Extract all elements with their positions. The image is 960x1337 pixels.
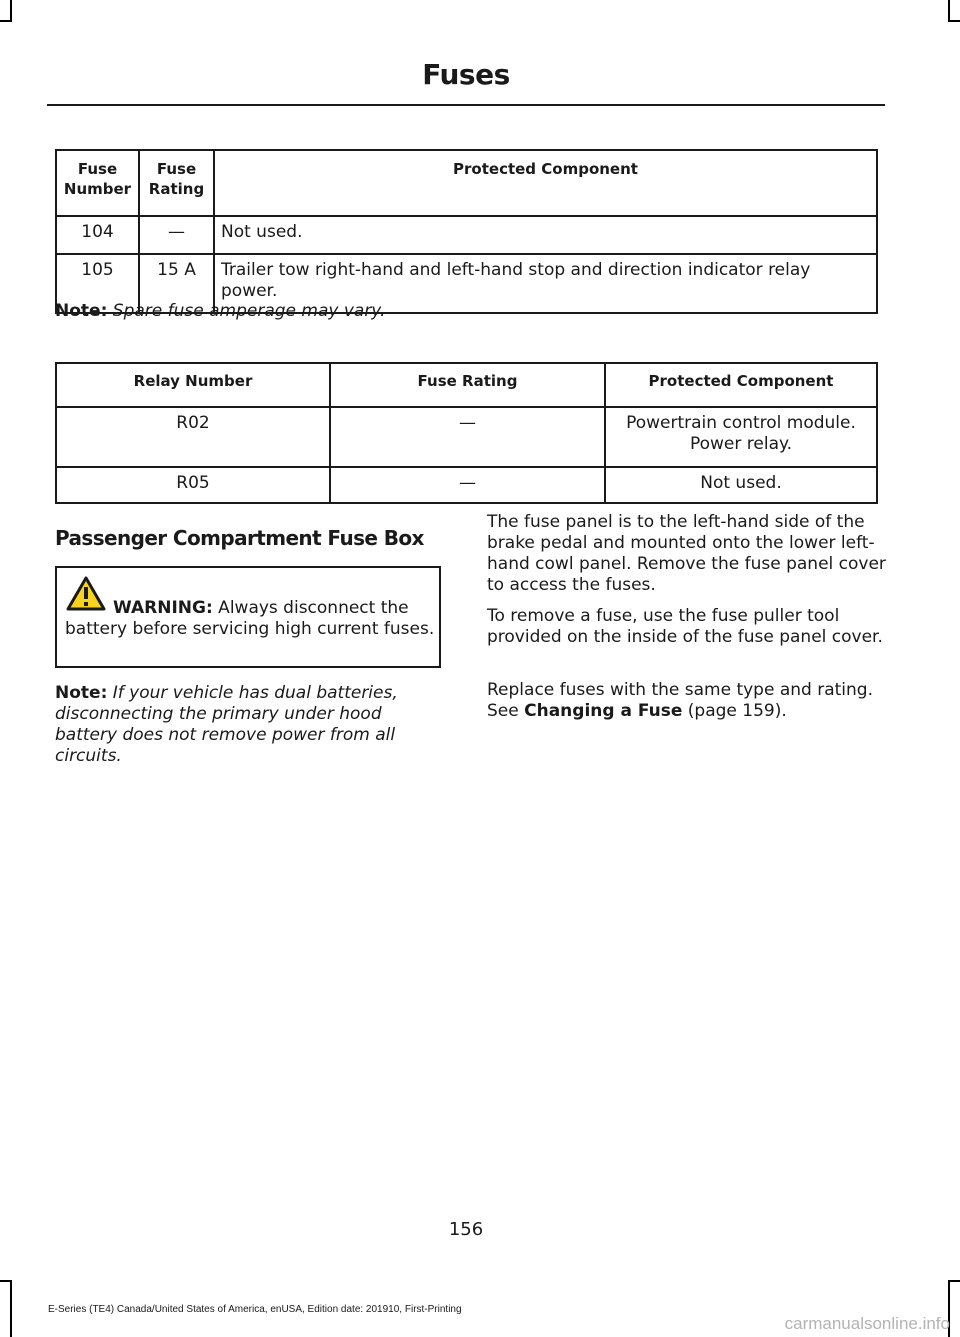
footer-edition-text: E-Series (TE4) Canada/United States of America, enUSA, Edition date: 201910, First-Printing bbox=[48, 1304, 462, 1315]
spare-fuse-note bbox=[55, 301, 385, 322]
fuse-removal-paragraph: To remove a fuse, use the fuse puller tool provided on the inside of the fuse panel cover. bbox=[487, 606, 883, 647]
table-header-row bbox=[56, 150, 877, 216]
note-text: If your vehicle has dual batteries, disconnecting the primary under hood battery does not remove power from all circuits. bbox=[55, 683, 398, 766]
page-number: 156 bbox=[448, 1219, 484, 1240]
title-divider bbox=[47, 104, 885, 106]
fuse-rating-cell: 15 A bbox=[139, 254, 214, 313]
crop-mark bbox=[948, 1280, 960, 1282]
relay-number-cell: R05 bbox=[56, 467, 330, 503]
relay-number-cell: R02 bbox=[56, 407, 330, 467]
column-header-protected-component: Protected Component bbox=[214, 150, 877, 216]
crop-mark bbox=[0, 20, 12, 22]
replacement-text: Replace fuses with the same type and rating. See bbox=[487, 680, 873, 721]
table-row bbox=[56, 467, 877, 503]
page-title: Fuses bbox=[422, 58, 510, 91]
crop-mark bbox=[10, 0, 12, 20]
protected-component-cell: Not used. bbox=[605, 467, 877, 503]
note-label: Note: bbox=[55, 683, 108, 703]
page-reference: (page 159). bbox=[682, 701, 787, 721]
crop-mark bbox=[0, 1280, 12, 1282]
column-header-fuse-number: Fuse Number bbox=[56, 150, 139, 216]
protected-component-cell: Trailer tow right-hand and left-hand stop and direction indicator relay power. bbox=[214, 254, 877, 313]
crop-mark bbox=[948, 0, 950, 20]
crop-mark bbox=[10, 1280, 12, 1337]
fuse-replacement-paragraph bbox=[487, 680, 887, 722]
fuse-table bbox=[55, 149, 878, 314]
column-header-relay-number: Relay Number bbox=[56, 363, 330, 407]
changing-a-fuse-link[interactable]: Changing a Fuse bbox=[524, 701, 683, 721]
protected-component-cell: Powertrain control module. Power relay. bbox=[605, 407, 877, 467]
table-header-row bbox=[56, 363, 877, 407]
fuse-panel-location-paragraph: The fuse panel is to the left-hand side of the brake pedal and mounted onto the lower left-hand cowl panel. Remove the fuse panel cover to access the fuses. bbox=[487, 512, 886, 595]
fuse-rating-cell: — bbox=[139, 216, 214, 254]
warning-box bbox=[55, 566, 441, 668]
column-header-protected-component: Protected Component bbox=[605, 363, 877, 407]
warning-body: Always disconnect the battery before servicing high current fuses. bbox=[65, 598, 435, 639]
column-header-fuse-rating: Fuse Rating bbox=[139, 150, 214, 216]
relay-table bbox=[55, 362, 878, 504]
column-header-fuse-rating: Fuse Rating bbox=[330, 363, 605, 407]
fuse-rating-cell: — bbox=[330, 407, 605, 467]
dual-battery-note bbox=[55, 683, 430, 767]
note-text: Spare fuse amperage may vary. bbox=[107, 301, 386, 321]
fuse-number-cell: 104 bbox=[56, 216, 139, 254]
table-row bbox=[56, 407, 877, 467]
warning-text bbox=[65, 598, 437, 640]
table-row bbox=[56, 216, 877, 254]
note-label: Note: bbox=[55, 301, 108, 321]
protected-component-cell: Not used. bbox=[214, 216, 877, 254]
section-heading: Passenger Compartment Fuse Box bbox=[55, 526, 424, 550]
fuse-number-cell: 105 bbox=[56, 254, 139, 313]
watermark: carmanualsonline.info bbox=[784, 1314, 950, 1333]
crop-mark bbox=[948, 20, 960, 22]
fuse-rating-cell: — bbox=[330, 467, 605, 503]
warning-label: WARNING: bbox=[113, 598, 213, 618]
